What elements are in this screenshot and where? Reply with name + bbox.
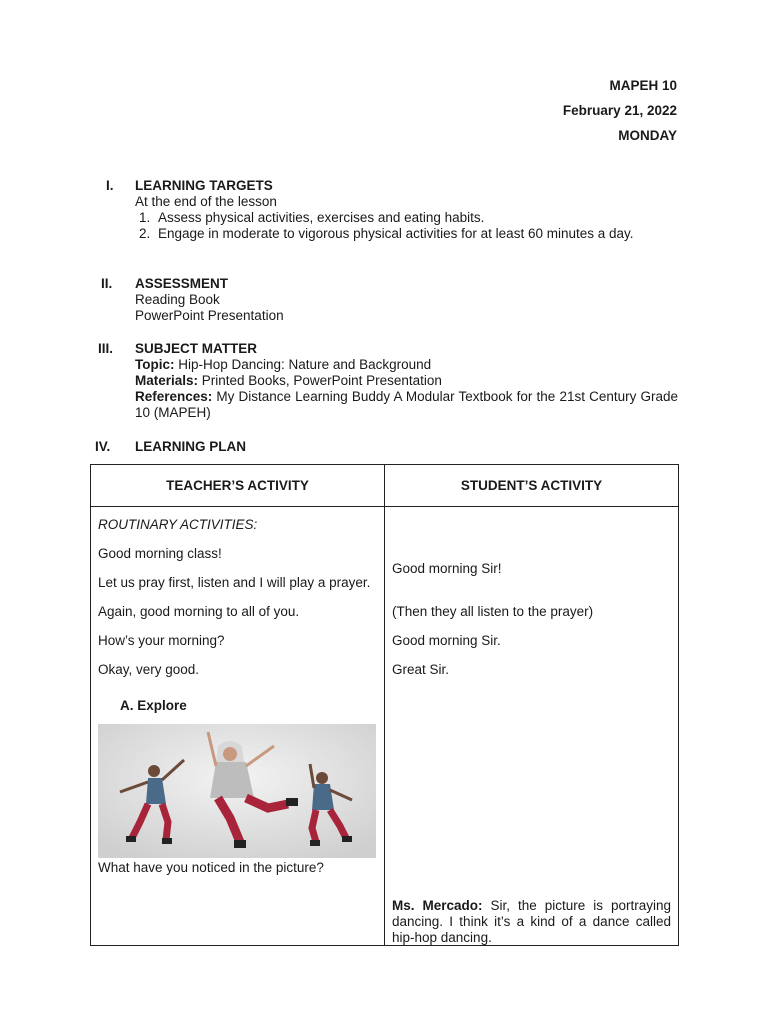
section-title: SUBJECT MATTER [135, 341, 258, 356]
section-title: LEARNING PLAN [135, 439, 246, 454]
student-line: Good morning Sir! [392, 561, 502, 576]
lesson-day: MONDAY [618, 128, 677, 143]
list-text: Engage in moderate to vigorous physical activities for at least 60 minutes a day. [158, 226, 634, 241]
table-header-row [91, 465, 679, 507]
section-number: IV. [95, 439, 111, 454]
teacher-line: Let us pray first, listen and I will play a prayer. [98, 575, 371, 590]
document-header [563, 78, 677, 153]
lesson-date: February 21, 2022 [562, 103, 677, 118]
section-number: I. [106, 178, 114, 193]
teacher-question: What have you noticed in the picture? [98, 860, 324, 875]
targets-list [135, 210, 678, 242]
section-number: III. [98, 341, 114, 356]
student-activity-header: STUDENT’S ACTIVITY [385, 465, 679, 507]
teacher-cell [91, 507, 385, 946]
assessment-line: PowerPoint Presentation [135, 308, 284, 323]
learning-plan-table [90, 464, 679, 946]
teacher-line: Good morning class! [98, 546, 222, 561]
section-learning-targets [98, 178, 678, 242]
section-title: LEARNING TARGETS [135, 178, 273, 193]
explore-heading: A. Explore [120, 698, 187, 713]
list-text: Assess physical activities, exercises and eating habits. [158, 210, 485, 225]
student-line: Great Sir. [392, 662, 450, 677]
materials-line: Materials: Printed Books, PowerPoint Presentation [135, 373, 442, 388]
teacher-line: Again, good morning to all of you. [98, 604, 300, 619]
routinary-label: ROUTINARY ACTIVITIES: [98, 517, 258, 532]
list-number: 1. [139, 210, 151, 225]
hip-hop-dancers-photo [98, 724, 376, 858]
list-item [135, 226, 678, 242]
subject-title: MAPEH 10 [609, 78, 677, 93]
answer-text: Sir, the picture is portraying dancing. I think it’s a kind of a dance called hip-hop dancing. [392, 898, 671, 945]
teacher-activity-header: TEACHER’S ACTIVITY [91, 465, 385, 507]
list-item [135, 210, 678, 226]
student-line: (Then they all listen to the prayer) [392, 604, 594, 619]
section-learning-plan [95, 439, 675, 455]
section-intro: At the end of the lesson [135, 194, 277, 209]
section-assessment [98, 276, 678, 324]
list-number: 2. [139, 226, 151, 241]
teacher-line: Okay, very good. [98, 662, 200, 677]
assessment-line: Reading Book [135, 292, 220, 307]
topic-line: Topic: Hip-Hop Dancing: Nature and Background [135, 357, 432, 372]
student-cell [385, 507, 679, 946]
teacher-line: How’s your morning? [98, 633, 225, 648]
student-answer [392, 898, 671, 946]
section-number: II. [101, 276, 113, 291]
student-line: Good morning Sir. [392, 633, 501, 648]
references-line: References: My Distance Learning Buddy A Modular Textbook for the 21st Century Grade 10 (MAPEH) [135, 389, 678, 420]
table-row [91, 507, 679, 946]
section-title: ASSESSMENT [135, 276, 229, 291]
student-name: Ms. Mercado: [392, 898, 483, 913]
section-subject-matter [98, 341, 678, 421]
